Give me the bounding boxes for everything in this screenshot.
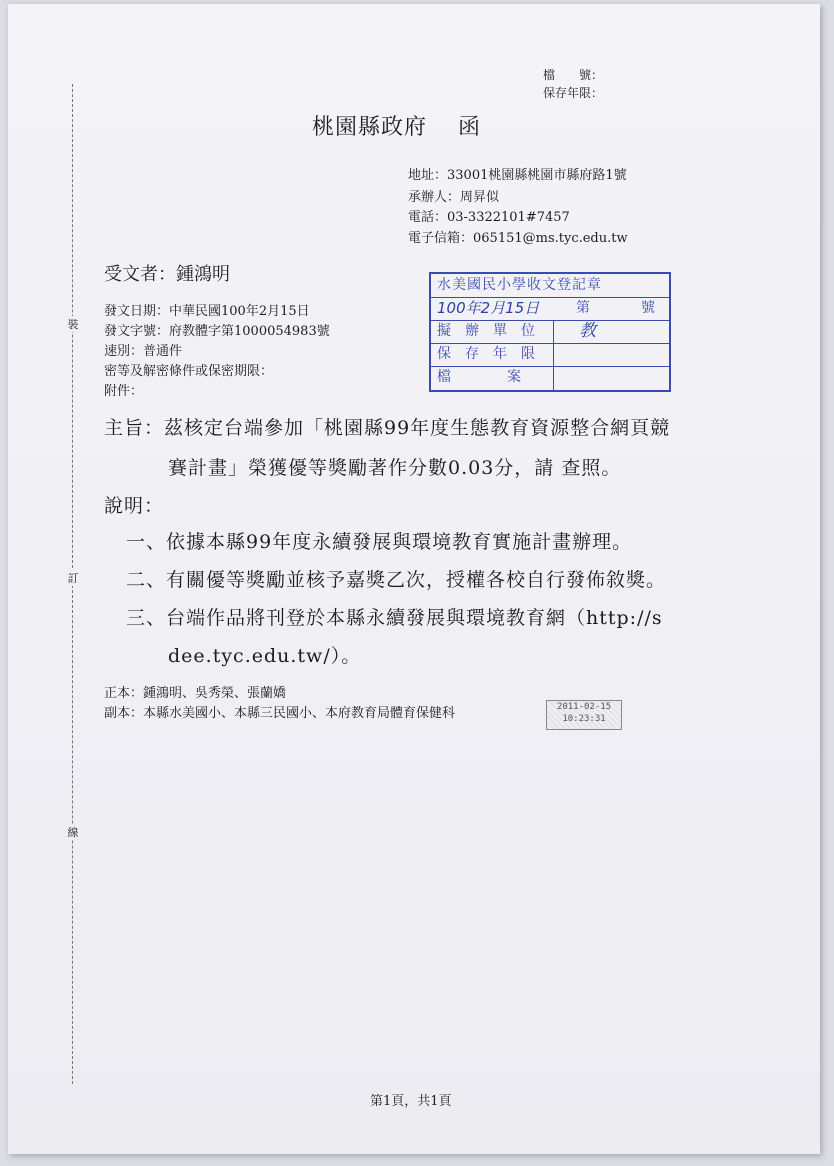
stamp-divider [553, 320, 554, 390]
time-stamp-date: 2011-02-15 [556, 702, 612, 712]
speed-class: 速別：普通件 [104, 344, 183, 359]
stamp-unit-value: 教 [579, 321, 596, 341]
binding-mark-zhuang: 裝 [67, 318, 79, 331]
explanation-label: 說明： [104, 495, 165, 517]
stamp-school-name: 水美國民小學收文登記章 [437, 277, 602, 293]
binding-mark-ding: 訂 [67, 572, 79, 585]
archive-number-label: 檔 號： [543, 68, 604, 82]
stamp-retention-label: 保 存 年 限 [437, 346, 535, 362]
recipient: 受文者：鍾鴻明 [104, 264, 230, 285]
stamp-number-suffix: 號 [641, 300, 655, 316]
main-copy: 正本：鍾鴻明、吳秀榮、張蘭嬌 [104, 686, 287, 701]
time-stamp-time: 10:23:31 [562, 714, 606, 724]
retention-period-label: 保存年限： [543, 86, 604, 100]
attachment: 附件： [104, 384, 144, 399]
time-stamp [546, 700, 622, 730]
document-page [8, 4, 820, 1154]
stamp-unit-label: 擬 辦 單 位 [437, 323, 535, 339]
contact-email: 電子信箱：065151@ms.tyc.edu.tw [408, 231, 628, 246]
stamp-date: 100年2月15日 [437, 299, 540, 317]
carbon-copy: 副本：本縣水美國小、本縣三民國小、本府教育局體育保健科 [104, 706, 456, 721]
explanation-item-2: 二、有關優等獎勵並核予嘉獎乙次，授權各校自行發佈敘獎。 [126, 569, 667, 591]
contact-address: 地址：33001桃園縣桃園市縣府路1號 [408, 168, 627, 183]
page-title: 桃園縣政府 函 [312, 115, 481, 140]
explanation-item-1: 一、依據本縣99年度永續發展與環境教育實施計畫辦理。 [126, 531, 633, 553]
explanation-item-3-cont: dee.tyc.edu.tw/）。 [168, 645, 362, 667]
page-footer: 第1頁，共1頁 [370, 1094, 452, 1109]
subject-line-2: 賽計畫」榮獲優等獎勵著作分數0.03分，請 查照。 [168, 457, 622, 479]
stamp-number-label: 第 [576, 300, 590, 316]
contact-phone: 電話：03-3322101#7457 [408, 210, 570, 225]
explanation-item-3: 三、台端作品將刊登於本縣永續發展與環境教育網（http://s [126, 607, 663, 629]
document-number: 發文字號：府教體字第1000054983號 [104, 324, 330, 339]
issue-date: 發文日期：中華民國100年2月15日 [104, 304, 310, 319]
binding-mark-xian: 線 [67, 826, 79, 839]
secrecy-level: 密等及解密條件或保密期限： [104, 364, 274, 379]
receipt-stamp [429, 272, 671, 392]
contact-handler: 承辦人：周昇似 [408, 190, 500, 205]
subject-line-1: 主旨：茲核定台端參加「桃園縣99年度生態教育資源整合網頁競 [104, 417, 671, 439]
stamp-archive-label: 檔 案 [437, 369, 521, 385]
